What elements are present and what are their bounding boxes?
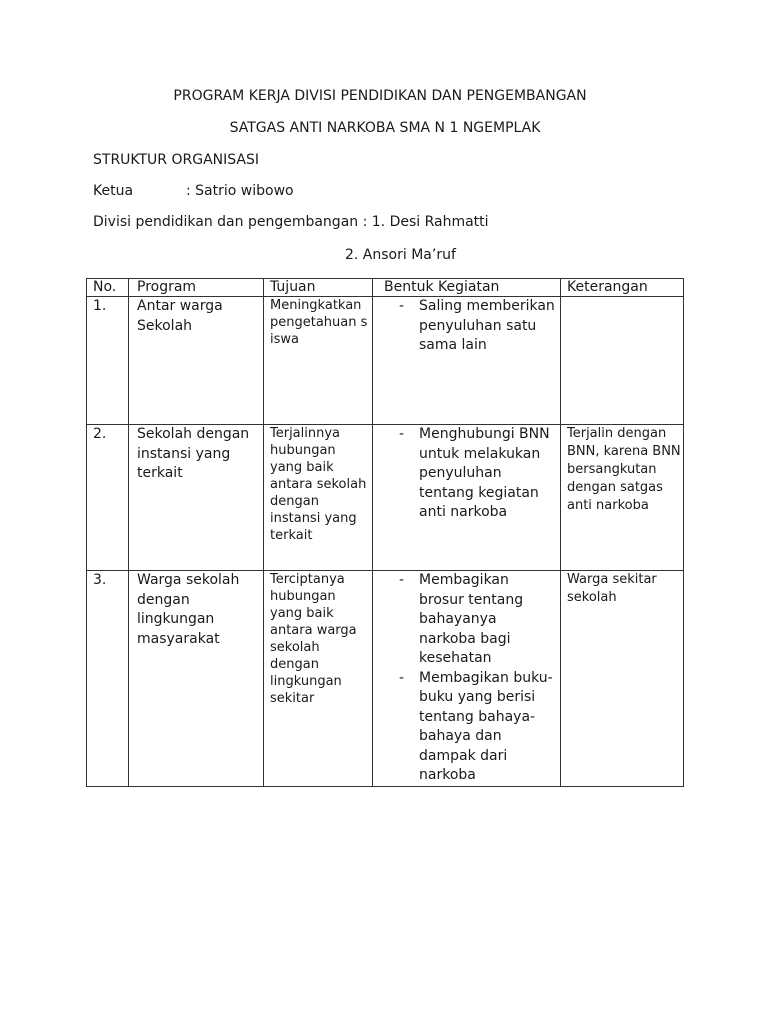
table-row	[87, 297, 684, 425]
row-tujuan: Terjalinnya hubungan yang baik antara sekolah dengan instansi yang terkait	[264, 425, 373, 571]
row-program: Antar warga Sekolah	[129, 297, 264, 425]
kegiatan-item: - Saling memberikan penyuluhan satu sama lain	[399, 298, 555, 353]
row-no: 3.	[87, 571, 129, 787]
row-no: 2.	[87, 425, 129, 571]
section-heading: STRUKTUR ORGANISASI	[93, 152, 259, 168]
kegiatan-item: - Membagikan buku-buku yang berisi tentang bahaya-bahaya dan dampak dari narkoba	[399, 669, 553, 783]
divisi-member-2: 2. Ansori Ma’ruf	[345, 247, 456, 263]
row-keterangan: Terjalin dengan BNN, karena BNN bersangkutan dengan satgas anti narkoba	[561, 425, 684, 571]
kegiatan-item: - Membagikan brosur tentang bahayanya narkoba bagi kesehatan	[399, 572, 524, 666]
row-no: 1.	[87, 297, 129, 425]
document-title-line2: SATGAS ANTI NARKOBA SMA N 1 NGEMPLAK	[229, 120, 541, 136]
row-program: Sekolah dengan instansi yang terkait	[129, 425, 264, 571]
row-tujuan: Terciptanya hubungan yang baik antara warga sekolah dengan lingkungan sekitar	[264, 571, 373, 787]
header-bentuk-kegiatan: Bentuk Kegiatan	[373, 279, 561, 297]
header-tujuan: Tujuan	[264, 279, 373, 297]
row-keterangan: Warga sekitar sekolah	[561, 571, 684, 787]
row-kegiatan	[373, 571, 561, 787]
row-tujuan: Meningkatkan pengetahuan siswa	[264, 297, 373, 425]
table-header-row	[87, 279, 684, 297]
header-program: Program	[129, 279, 264, 297]
header-no: No.	[87, 279, 129, 297]
row-kegiatan	[373, 297, 561, 425]
kegiatan-item: - Menghubungi BNN untuk melakukan penyuluhan tentang kegiatan anti narkoba	[399, 426, 550, 520]
document-title-line1: PROGRAM KERJA DIVISI PENDIDIKAN DAN PENGEMBANGAN	[173, 88, 587, 104]
header-keterangan: Keterangan	[561, 279, 684, 297]
table-row	[87, 425, 684, 571]
program-table	[86, 278, 684, 787]
table-row	[87, 571, 684, 787]
row-kegiatan	[373, 425, 561, 571]
divisi-line: Divisi pendidikan dan pengembangan : 1. Desi Rahmatti	[93, 214, 489, 230]
ketua-value: : Satrio wibowo	[186, 183, 294, 199]
row-keterangan	[561, 297, 684, 425]
ketua-label: Ketua	[93, 183, 134, 199]
row-program: Warga sekolah dengan lingkungan masyarakat	[129, 571, 264, 787]
